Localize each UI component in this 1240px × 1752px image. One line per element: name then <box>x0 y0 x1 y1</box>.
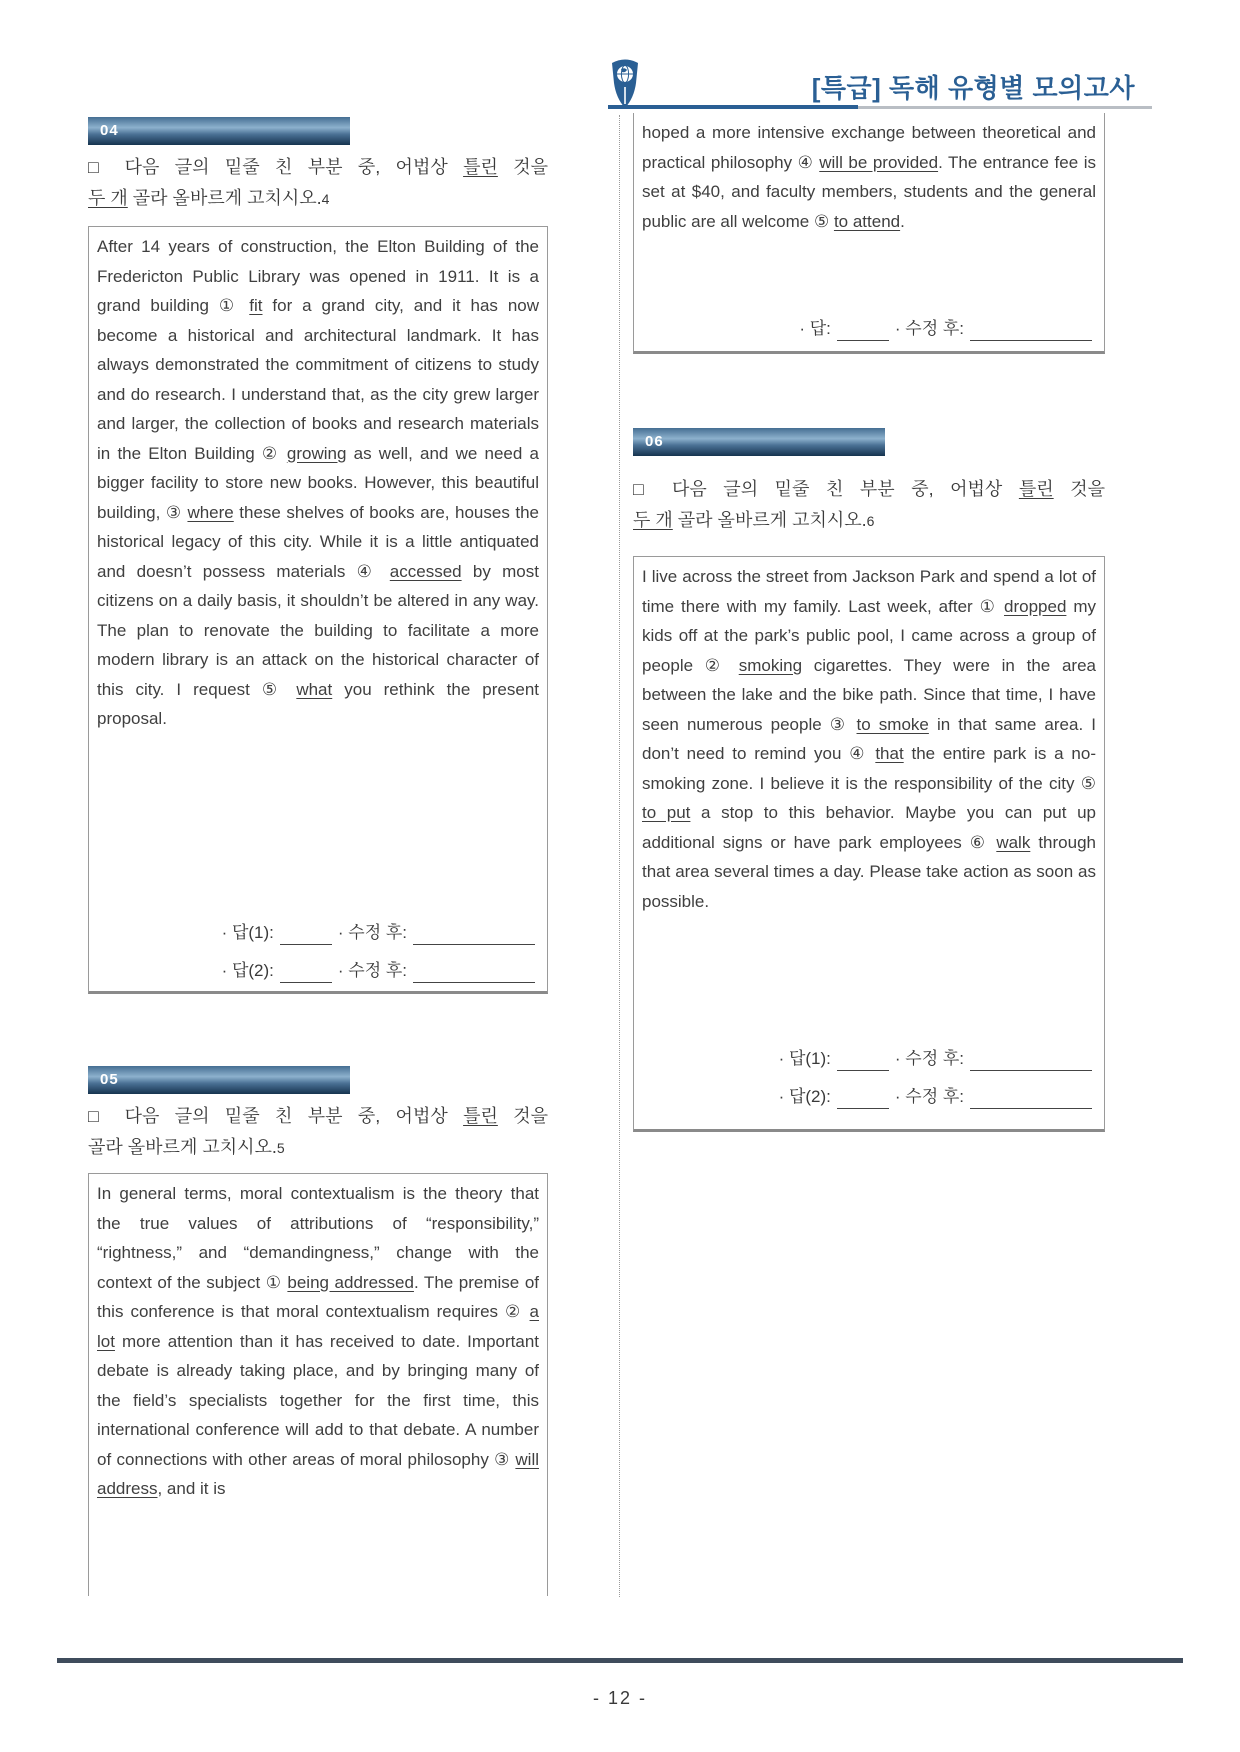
instruction-line: 두 개 골라 올바르게 고치시오.4 <box>88 188 330 208</box>
correction-blank[interactable] <box>970 1088 1092 1109</box>
answer-row <box>222 959 535 983</box>
correction-label: · 수정 후: <box>894 319 964 338</box>
question-06-answer-area <box>642 1047 1092 1109</box>
correction-blank[interactable] <box>970 320 1092 341</box>
correction-blank[interactable] <box>970 1050 1092 1071</box>
answer-label: · 답(1): <box>778 1049 831 1068</box>
question-05-passage-box-left <box>88 1173 548 1596</box>
header-rule-accent <box>608 105 858 109</box>
answer-label: · 답(1): <box>221 923 274 942</box>
instruction-line: 골라 올바르게 고치시오.5 <box>88 1137 285 1157</box>
answer-row <box>779 1085 1092 1109</box>
question-04-answer-area <box>97 921 535 983</box>
header-rule-gray <box>858 106 1152 109</box>
correction-label: · 수정 후: <box>337 961 407 980</box>
question-04-number: 04 <box>100 122 119 139</box>
instruction-line: □ 다음 글의 밑줄 친 부분 중, 어법상 틀린 것을 <box>88 157 548 177</box>
column-divider <box>619 115 620 1597</box>
question-04-header-bar <box>88 117 350 145</box>
question-05-header-bar <box>88 1066 350 1094</box>
page-title: [특급] 독해 유형별 모의고사 <box>811 73 1135 103</box>
question-06-passage: I live across the street from Jackson Park and spend a lot of time there with my family. Last week, after ① dropped my kids off at the park’s public pool, I came across a group of people ② smoking cigarettes. They were in the area between the lake and the bike path. Since that time, I have seen numerous people ③ to smoke in that same area. I don’t need to remind you ④ that the entire park is a no-smoking zone. I believe it is the responsibility of the city ⑤ to put a stop to this behavior. Maybe you can put up additional signs or have park employees ⑥ walk through that area several times a day. Please take action as soon as possible. <box>642 567 1096 911</box>
answer-row <box>222 921 535 945</box>
instruction-line: □ 다음 글의 밑줄 친 부분 중, 어법상 틀린 것을 <box>88 1106 548 1126</box>
answer-label: · 답(2): <box>778 1087 831 1106</box>
correction-label: · 수정 후: <box>894 1087 964 1106</box>
question-04-passage-box <box>88 226 548 994</box>
correction-blank[interactable] <box>413 962 535 983</box>
answer-blank[interactable] <box>280 962 332 983</box>
question-06-number: 06 <box>645 433 664 450</box>
question-05-passage-continued: hoped a more intensive exchange between theoretical and practical philosophy ④ will be provided. The entrance fee is set at $40, and faculty members, students and the general public are all welcome ⑤ to attend. <box>642 123 1096 231</box>
answer-blank[interactable] <box>837 1088 889 1109</box>
answer-label: · 답(2): <box>221 961 274 980</box>
correction-label: · 수정 후: <box>337 923 407 942</box>
answer-row <box>799 317 1092 341</box>
question-04-passage: After 14 years of construction, the Elton Building of the Fredericton Public Library was opened in 1911. It is a grand building ① fit for a grand city, and it has now become a historical and architectural landmark. It has always demonstrated the commitment of citizens to study and do research. I understand that, as the city grew larger and larger, the collection of books and research materials in the Elton Building ② growing as well, and we need a bigger facility to store new books. However, this beautiful building, ③ where these shelves of books are, houses the historical legacy of this city. While it is a little antiquated and doesn’t possess materials ④ accessed by most citizens on a daily basis, it shouldn’t be altered in any way. The plan to renovate the building to facilitate a more modern library is an attack on the historical character of this city. I request ⑤ what you rethink the present proposal. <box>97 237 540 728</box>
correction-blank[interactable] <box>413 924 535 945</box>
answer-row <box>779 1047 1092 1071</box>
question-06-passage-box <box>633 556 1105 1132</box>
instruction-line: □ 다음 글의 밑줄 친 부분 중, 어법상 틀린 것을 <box>633 479 1105 499</box>
footer-rule <box>57 1658 1183 1663</box>
question-05-number: 05 <box>100 1071 119 1088</box>
question-05-answer-area <box>642 317 1092 341</box>
answer-blank[interactable] <box>837 320 889 341</box>
question-05-passage-box-continued <box>633 113 1105 354</box>
answer-blank[interactable] <box>837 1050 889 1071</box>
answer-blank[interactable] <box>280 924 332 945</box>
page-number: - 12 - <box>592 1688 647 1708</box>
question-04-instruction <box>88 152 548 215</box>
question-05-passage-left: In general terms, moral contextualism is the theory that the true values of attributions of “responsibility,” “rightness,” and “demandingness,” change with the context of the subject ① being addressed. The premise of this conference is that moral contextualism requires ② a lot more attention than it has received to date. Important debate is already taking place, and by bringing many of the field’s specialists together for the first time, this international conference will add to that debate. A number of connections with other areas of moral philosophy ③ will address, and it is <box>97 1184 539 1498</box>
instruction-line: 두 개 골라 올바르게 고치시오.6 <box>633 510 875 530</box>
question-06-header-bar <box>633 428 885 456</box>
question-05-instruction <box>88 1101 548 1164</box>
answer-label: · 답: <box>799 319 831 338</box>
question-06-instruction <box>633 474 1105 537</box>
correction-label: · 수정 후: <box>894 1049 964 1068</box>
